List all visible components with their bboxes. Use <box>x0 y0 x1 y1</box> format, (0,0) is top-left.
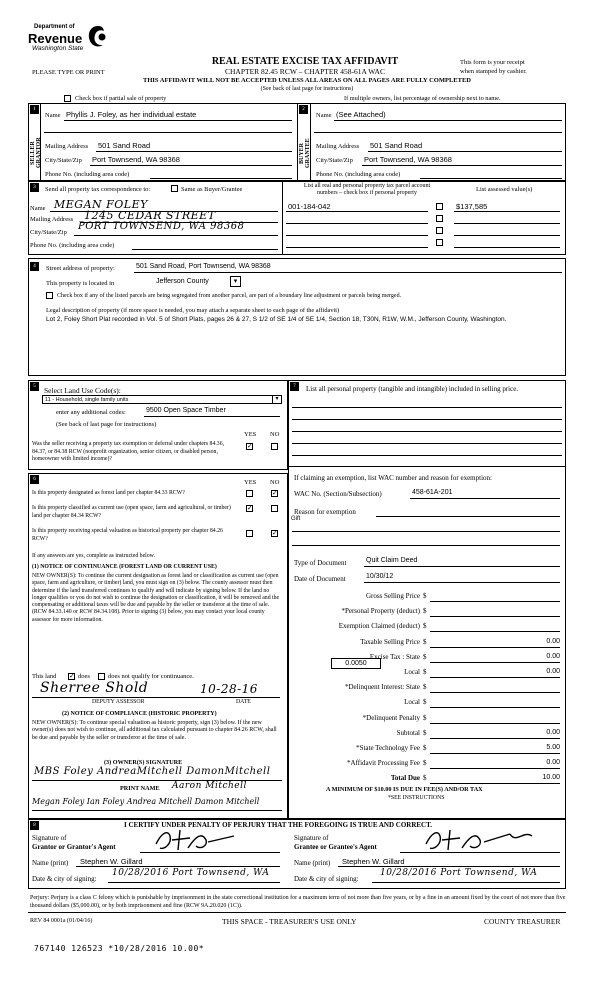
fee-row <box>296 607 566 619</box>
doc-date-label: Date of Document <box>294 575 346 583</box>
segregated-label: Check box if any of the listed parcels are being segregated from another parcel, are part of a boundary line adjustment or parcels being merged. <box>57 293 402 299</box>
fee-dollar-sign: $ <box>423 698 427 707</box>
correspondence-mail-label: Mailing Address <box>30 216 74 223</box>
forest-land-question: Is this property designated as forest land per chapter 84.33 RCW? <box>32 490 185 496</box>
fee-row <box>296 774 566 786</box>
fee-label: *Delinquent Penalty <box>362 713 420 722</box>
correspondence-city-value[interactable]: PORT TOWNSEND, WA 98368 <box>78 221 245 232</box>
logo-swirl-icon <box>86 24 110 50</box>
notice-compliance-title: (2) NOTICE OF COMPLIANCE (HISTORIC PROPERTY) <box>62 711 217 717</box>
buyer-city-label: City/State/Zip <box>316 157 353 164</box>
seller-city-label: City/State/Zip <box>45 157 82 164</box>
fee-dollar-sign: $ <box>423 744 427 752</box>
fee-row <box>296 759 566 771</box>
form-title: REAL ESTATE EXCISE TAX AFFIDAVIT <box>211 56 399 67</box>
fee-row <box>296 638 566 650</box>
buyer-grantee-label: BUYER GRANTEE <box>299 138 311 168</box>
does-label: does <box>78 673 90 680</box>
receipt-line2: when stamped by cashier. <box>460 68 527 75</box>
assessed-value[interactable]: $137,585 <box>456 202 488 211</box>
same-as-buyer-label: Same as Buyer/Grantee <box>181 186 243 193</box>
receipt-line1: This form is your receipt <box>460 59 525 66</box>
assessor-date[interactable]: 10-28-16 <box>200 682 258 696</box>
fee-label: Total Due <box>390 774 420 783</box>
revision-number: REV 84 0001a (01/04/16) <box>30 918 93 924</box>
see-back-text: (See back of last page for instructions) <box>260 86 354 92</box>
wac-number-value[interactable]: 458-61A-201 <box>412 489 453 496</box>
fee-row <box>296 729 566 741</box>
see-instructions-note: *SEE INSTRUCTIONS <box>388 795 445 801</box>
personal-property-checkbox-1[interactable] <box>436 203 443 210</box>
cashier-stamp: 767140 126523 *10/28/2016 10.00* <box>34 944 205 953</box>
section-3-number: 3 <box>30 183 39 192</box>
exemption-no-checkbox[interactable] <box>271 443 278 450</box>
land-does-not-checkbox[interactable] <box>98 673 105 680</box>
if-yes-instruction: If any answers are yes, complete as instructed below. <box>32 553 155 559</box>
fee-label: *State Technology Fee <box>356 744 420 752</box>
historic-yes-checkbox[interactable] <box>246 530 253 537</box>
grantee-name-label: Name (print) <box>294 859 331 867</box>
fee-row <box>296 683 566 695</box>
notice-continuance-title: (1) NOTICE OF CONTINUANCE (FOREST LAND OR CURRENT USE) <box>32 564 217 570</box>
parcel-header: List all real and personal property tax parcel account numbers – check box if personal property <box>303 183 431 196</box>
legal-description-value[interactable]: Lot 2, Foley Short Plat recorded in Vol. 5 of Short Plats, pages 26 & 27, S 1/2 of SE 1/4 of SE 1/4, Section 18, T30N, R1W, W.M., Jefferson County, Washington. <box>46 316 507 323</box>
seller-name-value[interactable]: Phyllis J. Foley, as her individual estate <box>66 110 197 119</box>
correspondence-name-value[interactable]: MEGAN FOLEY <box>54 198 148 211</box>
county-treasurer-label: COUNTY TREASURER <box>484 917 561 926</box>
fee-dollar-sign: $ <box>423 622 427 631</box>
seller-grantor-label: SELLER GRANTOR <box>30 137 42 169</box>
fee-label: *Affidavit Processing Fee <box>347 759 420 768</box>
current-use-no-checkbox[interactable] <box>271 505 278 512</box>
fee-label: *Delinquent Interest: State <box>344 683 420 692</box>
section6-no-header: NO <box>270 479 280 486</box>
fee-value[interactable]: 0.00 <box>546 668 560 675</box>
seller-name-label: Name <box>45 112 61 119</box>
forest-land-yes-checkbox[interactable] <box>246 490 253 497</box>
correspondence-phone-label: Phone No. (including area code) <box>30 242 115 249</box>
wac-number-label: WAC No. (Section/Subsection) <box>294 490 382 498</box>
form-chapter: CHAPTER 82.45 RCW – CHAPTER 458-61A WAC <box>225 67 385 76</box>
section6-yes-header: YES <box>244 479 257 486</box>
doc-type-label: Type of Document <box>294 559 347 567</box>
print-name-label: PRINT NAME <box>120 785 160 792</box>
land-use-select-value: 11 - Household, single family units <box>45 397 129 403</box>
certify-statement: I CERTIFY UNDER PENALTY OF PERJURY THAT THE FOREGOING IS TRUE AND CORRECT. <box>124 821 433 829</box>
fee-dollar-sign: $ <box>423 592 427 600</box>
fee-label: *Personal Property (deduct) <box>341 607 420 616</box>
fee-value[interactable]: 10.00 <box>542 774 560 782</box>
doc-date-value[interactable]: 10/30/12 <box>366 573 394 580</box>
treasurer-use-only: THIS SPACE - TREASURER'S USE ONLY <box>222 917 357 926</box>
assessor-date-label: DATE <box>236 699 251 705</box>
section-6-number: 6 <box>30 475 39 484</box>
deputy-assessor-label: DEPUTY ASSESSOR <box>92 699 145 705</box>
section-5-number: 5 <box>30 382 39 391</box>
logo-state-text: Washington State <box>32 45 84 52</box>
street-address-value[interactable]: 501 Sand Road, Port Townsend, WA 98368 <box>136 263 271 270</box>
grantee-signature[interactable] <box>420 824 540 854</box>
buyer-city-value[interactable]: Port Townsend, WA 98368 <box>364 155 452 164</box>
fee-dollar-sign: $ <box>423 683 427 692</box>
county-select[interactable]: Jefferson County <box>156 278 209 285</box>
grantor-agent-label: Grantor or Grantor's Agent <box>32 843 116 851</box>
fee-dollar-sign: $ <box>423 774 427 783</box>
reason-exemption-label: Reason for exemption <box>294 508 356 516</box>
fee-row <box>296 714 566 726</box>
logo-dept-text: Department of <box>34 24 75 30</box>
doc-type-value[interactable]: Quit Claim Deed <box>366 557 418 564</box>
fee-row <box>296 668 566 680</box>
section-8-number: 8 <box>30 821 39 830</box>
send-correspondence-label: Send all property tax correspondence to: <box>45 186 151 193</box>
buyer-mail-label: Mailing Address <box>316 143 360 150</box>
fee-value[interactable]: 0.00 <box>546 637 560 645</box>
located-in-label: This property is located in <box>46 280 115 287</box>
section-1-number: 1 <box>30 105 39 114</box>
this-land-label: This land <box>32 673 57 680</box>
fee-dollar-sign: $ <box>423 759 427 768</box>
fee-label: Subtotal <box>396 728 420 737</box>
fee-dollar-sign: $ <box>423 668 427 676</box>
parcel-number-value[interactable]: 001-184-042 <box>288 202 331 211</box>
land-use-label: Select Land Use Code(s): <box>44 386 121 395</box>
notice-compliance-body: NEW OWNER(S): To continue special valuation as historic property, sign (3) below. If the new owner(s) does not wish to continue, all additional tax calculated pursuant to chapter 84.26 RCW, shall be due and payable by the seller or transferor at the time of sale. <box>32 720 277 741</box>
personal-property-checkbox-2[interactable] <box>436 215 443 222</box>
section5-no-header: NO <box>270 431 280 438</box>
grantee-sig-label: Signature of <box>294 834 329 842</box>
county-dropdown-icon[interactable]: ▾ <box>230 276 241 287</box>
grantor-signature[interactable] <box>150 826 240 854</box>
perjury-statement: Perjury: Perjury is a class C felony which is punishable by imprisonment in the state correctional institution for a maximum term of not more than five years, or by a fine in an amount fixed by the court of not more than five thousand dollars ($5,000.00), or by both imprisonment and fine (RCW 9A.20.020 (1C)). <box>30 895 566 909</box>
buyer-name-label: Name <box>316 112 332 119</box>
minimum-fee-note: A MINIMUM OF $10.00 IS DUE IN FEE(S) AND/OR TAX <box>326 786 483 793</box>
fee-value[interactable]: 0.00 <box>546 759 560 767</box>
current-use-yes-checkbox[interactable]: ✓ <box>247 504 253 512</box>
fee-label: Local <box>404 698 420 707</box>
grantor-name-value[interactable]: Stephen W. Gillard <box>80 857 143 866</box>
fee-label: Excise Tax : State <box>369 652 420 661</box>
does-not-label: does not qualify for continuance. <box>108 673 194 680</box>
seller-city-value[interactable]: Port Townsend, WA 98368 <box>92 155 180 164</box>
buyer-mail-value[interactable]: 501 Sand Road <box>370 141 423 150</box>
exemption-question: Was the seller receiving a property tax exemption or deferral under chapters 84.36, 84.37, or 84.38 RCW (nonprofit organization, senior citizen, or disabled person, homeowner with limited income)? <box>32 441 225 462</box>
seller-mail-label: Mailing Address <box>45 143 89 150</box>
print-name-value[interactable]: Aaron Mitchell <box>172 781 247 791</box>
fee-value[interactable]: 0.00 <box>546 728 560 736</box>
grantor-date-label: Date & city of signing: <box>32 875 97 883</box>
local-rate-value: 0.0050 <box>345 660 367 667</box>
assessed-header: List assessed value(s) <box>476 186 533 193</box>
correspondence-name-label: Name <box>30 205 46 212</box>
section-7-number: 7 <box>290 382 299 391</box>
grantor-sig-label: Signature of <box>32 834 67 842</box>
land-use-select[interactable] <box>42 395 282 404</box>
buyer-name-value[interactable]: (See Attached) <box>336 110 386 119</box>
fee-dollar-sign: $ <box>423 607 427 616</box>
fee-label: Local <box>404 668 420 676</box>
fee-row <box>296 698 566 710</box>
grantee-name-value[interactable]: Stephen W. Gillard <box>342 857 405 866</box>
owner-signature-label: (3) OWNER(S) SIGNATURE <box>104 759 183 766</box>
fee-value[interactable]: 0.00 <box>546 652 560 660</box>
assessor-signature[interactable]: Sherree Shold <box>40 680 149 696</box>
fee-row <box>296 744 566 756</box>
fee-row <box>296 592 566 604</box>
land-use-dropdown-icon[interactable]: ▾ <box>272 396 281 403</box>
legal-description-label: Legal description of property (if more space is needed, you may attach a separate sheet to each page of the affidavit) <box>46 307 340 314</box>
exemption-claim-label: If claiming an exemption, list WAC number and reason for exemption: <box>294 474 492 482</box>
section-2-number: 2 <box>299 105 308 114</box>
correspondence-mail-value[interactable]: 1245 CEDAR STREET <box>84 209 216 222</box>
section5-yes-header: YES <box>244 431 257 438</box>
please-type: PLEASE TYPE OR PRINT <box>32 69 105 76</box>
segregated-checkbox[interactable] <box>46 292 53 299</box>
grantee-date-label: Date & city of signing: <box>294 875 359 883</box>
grantor-name-label: Name (print) <box>32 859 69 867</box>
additional-codes-label: enter any additional codes: <box>56 409 126 416</box>
owner-signature-value[interactable]: MBS Foley AndreaMitchell DamonMitchell <box>34 766 271 777</box>
fee-dollar-sign: $ <box>423 713 427 722</box>
additional-codes-value[interactable]: 9500 Open Space Timber <box>146 407 226 414</box>
seller-phone-label: Phone No. (including area code) <box>45 171 130 178</box>
fee-dollar-sign: $ <box>423 637 427 646</box>
logo-revenue-text: Revenue <box>28 31 83 46</box>
fee-value[interactable]: 5.00 <box>546 744 560 751</box>
fee-row <box>296 622 566 634</box>
buyer-phone-label: Phone No. (including area code) <box>316 171 401 178</box>
land-does-checkbox[interactable]: ✓ <box>69 672 75 680</box>
partial-sale-label: Check box if partial sale of property <box>75 95 167 102</box>
reason-exemption-value[interactable]: Gift <box>291 516 301 522</box>
notice-continuance-body: NEW OWNER(S): To continue the current designation as forest land or classification as current use (open space, farm and agriculture, or timber) land, you must sign on (3) below. The county assessor must then determine if the land transferred continues to qualify and will indicate by signing below. If the land no longer qualifies or you do not wish to continue the designation or classification, it will be removed and the compensating or additional taxes will be due and payable by the seller or transferor at the time of sale. (RCW 84.33.140 or RCW 84.34.108). Prior to signing (3) below, you may contact your local county assessor for more information. <box>32 573 280 623</box>
same-as-buyer-checkbox[interactable] <box>171 185 178 192</box>
forest-land-no-checkbox[interactable]: ✓ <box>272 489 278 497</box>
local-rate-box[interactable] <box>331 658 381 669</box>
multiple-owners-note: If multiple owners, list percentage of ownership next to name. <box>344 95 501 102</box>
grantee-agent-label: Grantee or Grantee's Agent <box>294 843 377 851</box>
historic-no-checkbox[interactable]: ✓ <box>272 529 278 537</box>
exemption-yes-checkbox[interactable]: ✓ <box>247 442 253 450</box>
fee-label: Exemption Claimed (deduct) <box>338 622 420 631</box>
current-use-question: Is this property classified as current use (open space, farm and agricultural, or timber) land per chapter 84.34 RCW? <box>32 505 231 519</box>
grantor-date-value[interactable]: 10/28/2016 Port Townsend, WA <box>112 868 270 878</box>
seller-mail-value[interactable]: 501 Sand Road <box>98 141 151 150</box>
correspondence-city-label: City/State/Zip <box>30 229 67 236</box>
grantee-date-value[interactable]: 10/28/2016 Port Townsend, WA <box>380 868 538 878</box>
fee-label: Gross Selling Price <box>365 592 420 600</box>
section-4-number: 4 <box>30 262 39 271</box>
fee-dollar-sign: $ <box>423 652 427 661</box>
fee-label: Taxable Selling Price <box>360 637 420 646</box>
street-address-label: Street address of property: <box>46 265 115 272</box>
partial-sale-checkbox[interactable] <box>64 95 71 102</box>
historic-question: Is this property receiving special valuation as historical property per chapter 84.26 RCW? <box>32 528 223 542</box>
print-names-line-2[interactable]: Megan Foley Ian Foley Andrea Mitchell Damon Mitchell <box>32 797 260 806</box>
section5-see-back: (See back of last page for instructions) <box>56 421 157 428</box>
warning-text: THIS AFFIDAVIT WILL NOT BE ACCEPTED UNLESS ALL AREAS ON ALL PAGES ARE FULLY COMPLETED <box>143 77 471 84</box>
fee-dollar-sign: $ <box>423 728 427 737</box>
personal-property-checkbox-4[interactable] <box>436 239 443 246</box>
personal-property-checkbox-3[interactable] <box>436 227 443 234</box>
personal-property-label: List all personal property (tangible and intangible) included in selling price. <box>306 385 519 393</box>
